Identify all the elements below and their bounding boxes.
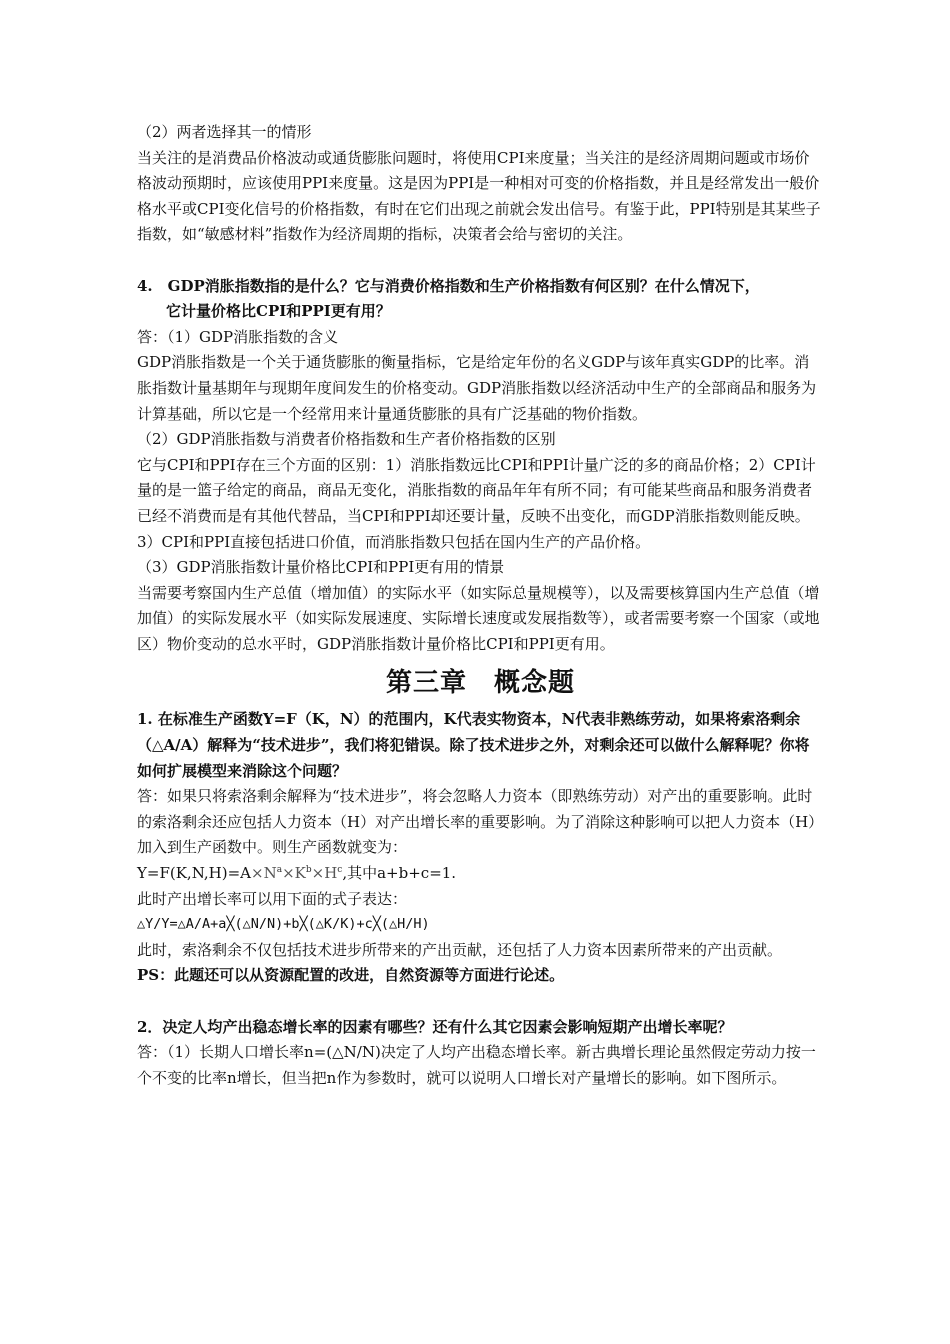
question-4-line2: 它计量价格比CPI和PPI更有用？ xyxy=(166,302,391,321)
exponent-b: b xyxy=(305,865,312,876)
subsection-heading: （3）GDP消胀指数计量价格比CPI和PPI更有用的情景 xyxy=(137,558,505,577)
answer-conclusion: 此时，索洛剩余不仅包括技术进步所带来的产出贡献，还包括了人力资本因素所带来的产出贡献。 xyxy=(137,940,783,959)
spacer xyxy=(137,989,824,1015)
growth-intro: 此时产出增长率可以用下面的式子表达： xyxy=(137,889,408,908)
paragraph: GDP消胀指数是一个关于通货膨胀的衡量指标，它是给定年份的名义GDP与该年真实GDP的比率。消胀指数计量基期年与现期年度间发生的价格变动。GDP消胀指数以经济活动中生产的全部商品和服务为计算基础，所以它是一个经常用来计量通货膨胀的具有广泛基础的物价指数。 xyxy=(137,353,817,423)
answer-paragraph: 答：如果只将索洛剩余解释为“技术进步”，将会忽略人力资本（即熟练劳动）对产出的重要影响。此时的索洛剩余还应包括人力资本（H）对产出增长率的重要影响。为了消除这种影响可以把人力资本（H）加入到生产函数中。则生产函数就变为： xyxy=(137,787,824,857)
times-symbol: × xyxy=(282,864,295,883)
formula-suffix: ,其中a+b+c=1. xyxy=(342,864,457,883)
answer-intro: 答：（1）GDP消胀指数的含义 xyxy=(137,327,339,346)
exponent-a: a xyxy=(276,865,283,876)
formula-prefix: Y=F(K,N,H)=A xyxy=(137,864,251,883)
question-4-line1: 4. GDP消胀指数指的是什么？它与消费价格指数和生产价格指数有何区别？在什么情况下， xyxy=(137,276,760,295)
subsection-heading: （2）GDP消胀指数与消费者价格指数和生产者价格指数的区别 xyxy=(137,430,556,449)
formula-var-h: H xyxy=(324,864,338,883)
formula-var-n: N xyxy=(263,864,277,883)
production-function-formula xyxy=(137,861,824,887)
spacer xyxy=(137,248,824,274)
subsection-heading: （2）两者选择其一的情形 xyxy=(137,123,312,141)
chapter3-question-2: 2．决定人均产出稳态增长率的因素有哪些？还有什么其它因素会影响短期产出增长率呢？ xyxy=(137,1017,733,1036)
chapter3-question-1: 1. 在标准生产函数Y=F（K，N）的范围内，K代表实物资本，N代表非熟练劳动，如果将索洛剩余（△A/A）解释为“技术进步”，我们将犯错误。除了技术进步之外，对剩余还可以做什么解释呢？你将如何扩展模型来消除这个问题？ xyxy=(137,710,810,780)
paragraph: 它与CPI和PPI存在三个方面的区别：1）消胀指数远比CPI和PPI计量广泛的多的商品价格；2）CPI计量的是一篮子给定的商品，商品无变化，消胀指数的商品年年有所不同；有可能某些商品和服务消费者已经不消费而是有其他代替品，当CPI和PPI却还要计量，反映不出变化，而GDP消胀指数则能反映。3）CPI和PPI直接包括进口价值，而消胀指数只包括在国内生产的产品价格。 xyxy=(137,455,816,551)
exponent-c: c xyxy=(337,865,343,876)
growth-rate-formula: △Y/Y=△A/A+a╳(△N/N)+b╳(△K/K)+c╳(△H/H) xyxy=(137,916,430,933)
paragraph: 当关注的是消费品价格波动或通货膨胀问题时，将使用CPI来度量；当关注的是经济周期问题或市场价格波动预期时，应该使用PPI来度量。这是因为PPI是一种相对可变的价格指数，并且是经常发出一般价格水平或CPI变化信号的价格指数，有时在它们出现之前就会发出信号。有鉴于此，PPI特别是其某些子指数，如“敏感材料”指数作为经济周期的指标，决策者会给与密切的关注。 xyxy=(137,148,821,244)
times-symbol: × xyxy=(311,864,325,883)
times-symbol: × xyxy=(250,864,264,883)
paragraph: 当需要考察国内生产总值（增加值）的实际水平（如实际总量规模等），以及需要核算国内生产总值（增加值）的实际发展水平（如实际发展速度、实际增长速度或发展指数等），或者需要考察一个国家（或地区）物价变动的总水平时，GDP消胀指数计量价格比CPI和PPI更有用。 xyxy=(137,583,820,653)
formula-var-k: K xyxy=(294,864,306,883)
chapter-title: 第三章 概念题 xyxy=(385,668,575,699)
answer-paragraph: 答：（1）长期人口增长率n=(△N/N)决定了人均产出稳态增长率。新古典增长理论虽然假定劳动力按一个不变的比率n增长，但当把n作为参数时，就可以说明人口增长对产量增长的影响。如下图所示。 xyxy=(137,1043,816,1087)
ps-note: PS：此题还可以从资源配置的改进，自然资源等方面进行论述。 xyxy=(137,966,565,985)
